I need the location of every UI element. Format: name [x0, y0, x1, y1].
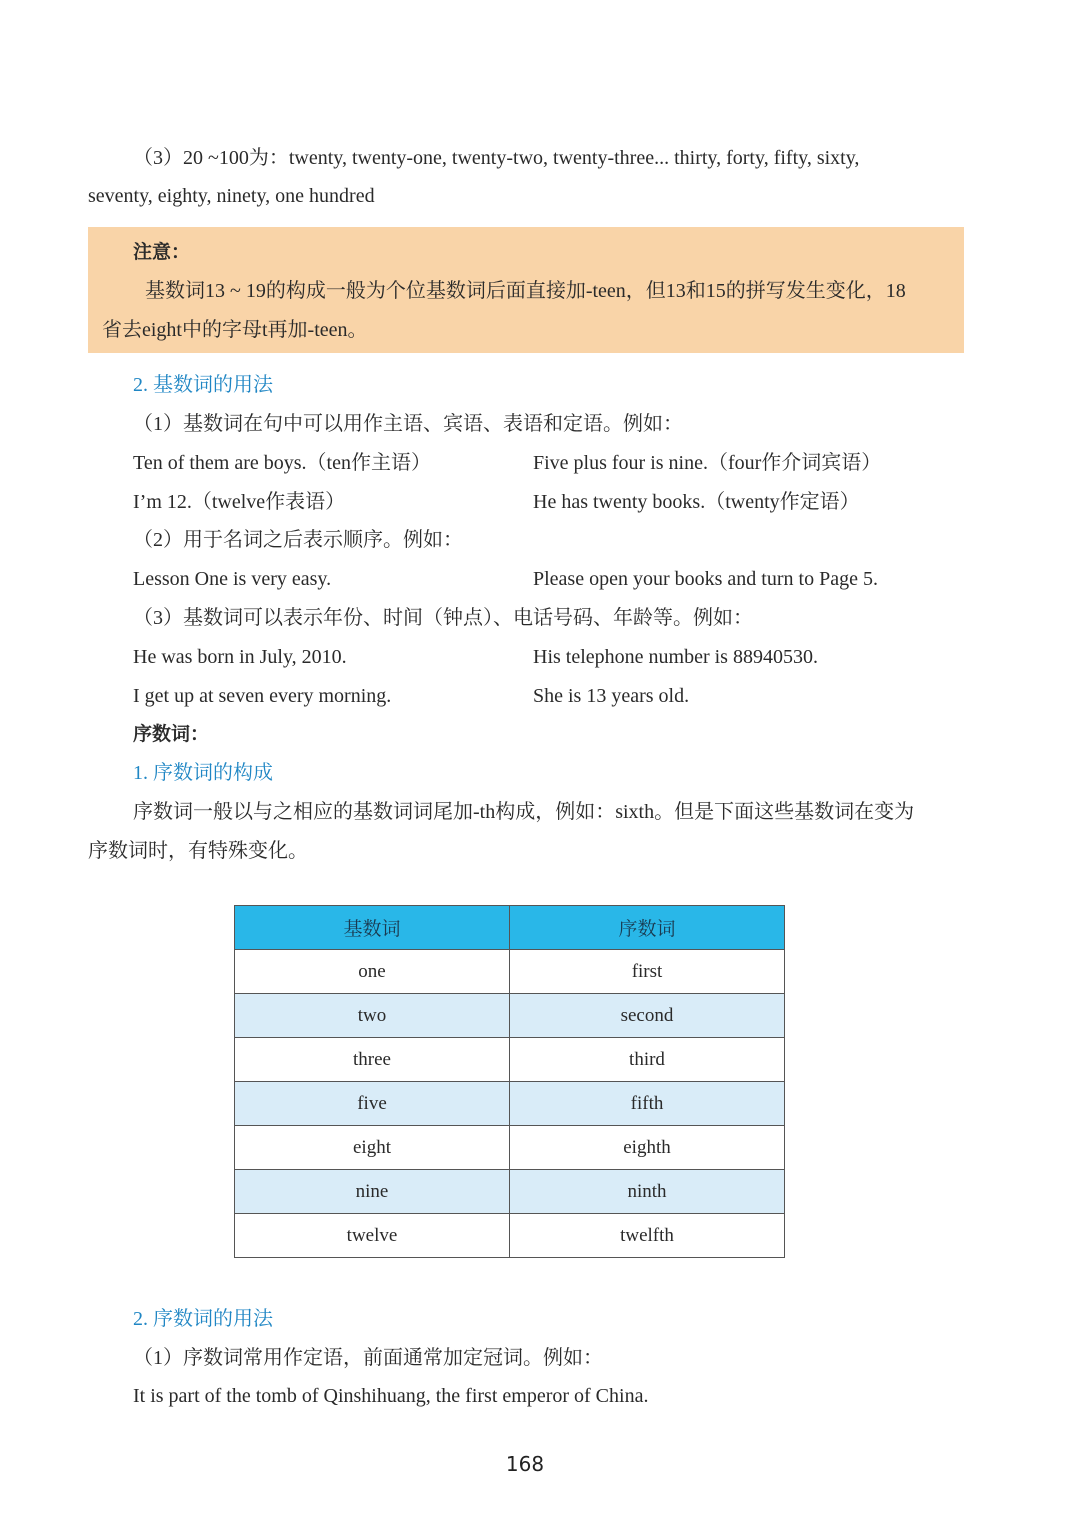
table-header-row — [235, 906, 785, 950]
cardinal-cell: one — [235, 950, 510, 994]
table-row — [235, 994, 785, 1038]
example-left: He was born in July, 2010. — [133, 646, 347, 668]
example-left: Ten of them are boys.（ten作主语） — [133, 452, 431, 474]
cardinal-cell: three — [235, 1038, 510, 1082]
example-left: I’m 12.（twelve作表语） — [133, 491, 346, 513]
example-right: He has twenty books.（twenty作定语） — [533, 491, 860, 513]
table-row — [235, 1126, 785, 1170]
example-right: Five plus four is nine.（four作介词宾语） — [533, 452, 882, 474]
header-ordinal: 序数词 — [510, 906, 785, 950]
cardinal-cell: twelve — [235, 1214, 510, 1258]
ordinal-desc-line-1: 序数词一般以与之相应的基数词词尾加-th构成，例如：sixth。但是下面这些基数词在变为 — [133, 801, 915, 823]
intro-line-1: （3）20 ~100为：twenty, twenty-one, twenty-two, twenty-three... thirty, forty, fifty, sixty, — [133, 147, 860, 169]
cardinal-usage-heading: 2. 基数词的用法 — [133, 374, 273, 396]
example-left: Lesson One is very easy. — [133, 568, 332, 590]
cardinal-cell: five — [235, 1082, 510, 1126]
cardinal-cell: two — [235, 994, 510, 1038]
note-line-2: 省去eight中的字母t再加-teen。 — [102, 319, 368, 341]
table-row — [235, 1170, 785, 1214]
note-line-1: 基数词13 ~ 19的构成一般为个位基数词后面直接加-teen，但13和15的拼写发生变化，18 — [145, 280, 906, 302]
table-row — [235, 1038, 785, 1082]
table-row — [235, 1082, 785, 1126]
ordinal-table — [234, 905, 785, 1258]
ordinal-cell: ninth — [510, 1170, 785, 1214]
ordinal-cell: twelfth — [510, 1214, 785, 1258]
cardinal-rule-2: （2）用于名词之后表示顺序。例如： — [133, 529, 463, 551]
ordinal-usage-heading: 2. 序数词的用法 — [133, 1308, 273, 1330]
example-right: Please open your books and turn to Page 5. — [533, 568, 878, 590]
ordinal-label: 序数词： — [133, 723, 210, 745]
note-title: 注意： — [133, 241, 191, 263]
example-left: I get up at seven every morning. — [133, 685, 392, 707]
intro-line-2: seventy, eighty, ninety, one hundred — [88, 185, 375, 207]
ordinal-cell: eighth — [510, 1126, 785, 1170]
ordinal-cell: third — [510, 1038, 785, 1082]
cardinal-rule-3: （3）基数词可以表示年份、时间（钟点）、电话号码、年龄等。例如： — [133, 607, 753, 629]
cardinal-cell: eight — [235, 1126, 510, 1170]
page-number: 168 — [505, 1452, 545, 1476]
table-row — [235, 950, 785, 994]
table-row — [235, 1214, 785, 1258]
cardinal-cell: nine — [235, 1170, 510, 1214]
ordinal-cell: fifth — [510, 1082, 785, 1126]
ordinal-formation-heading: 1. 序数词的构成 — [133, 762, 273, 784]
ordinal-example-1: It is part of the tomb of Qinshihuang, the first emperor of China. — [133, 1385, 649, 1407]
ordinal-cell: first — [510, 950, 785, 994]
ordinal-rule-1: （1）序数词常用作定语，前面通常加定冠词。例如： — [133, 1347, 603, 1369]
example-right: His telephone number is 88940530. — [533, 646, 818, 668]
ordinal-cell: second — [510, 994, 785, 1038]
example-right: She is 13 years old. — [533, 685, 690, 707]
ordinal-desc-line-2: 序数词时，有特殊变化。 — [88, 840, 308, 862]
header-cardinal: 基数词 — [235, 906, 510, 950]
cardinal-rule-1: （1）基数词在句中可以用作主语、宾语、表语和定语。例如： — [133, 413, 683, 435]
